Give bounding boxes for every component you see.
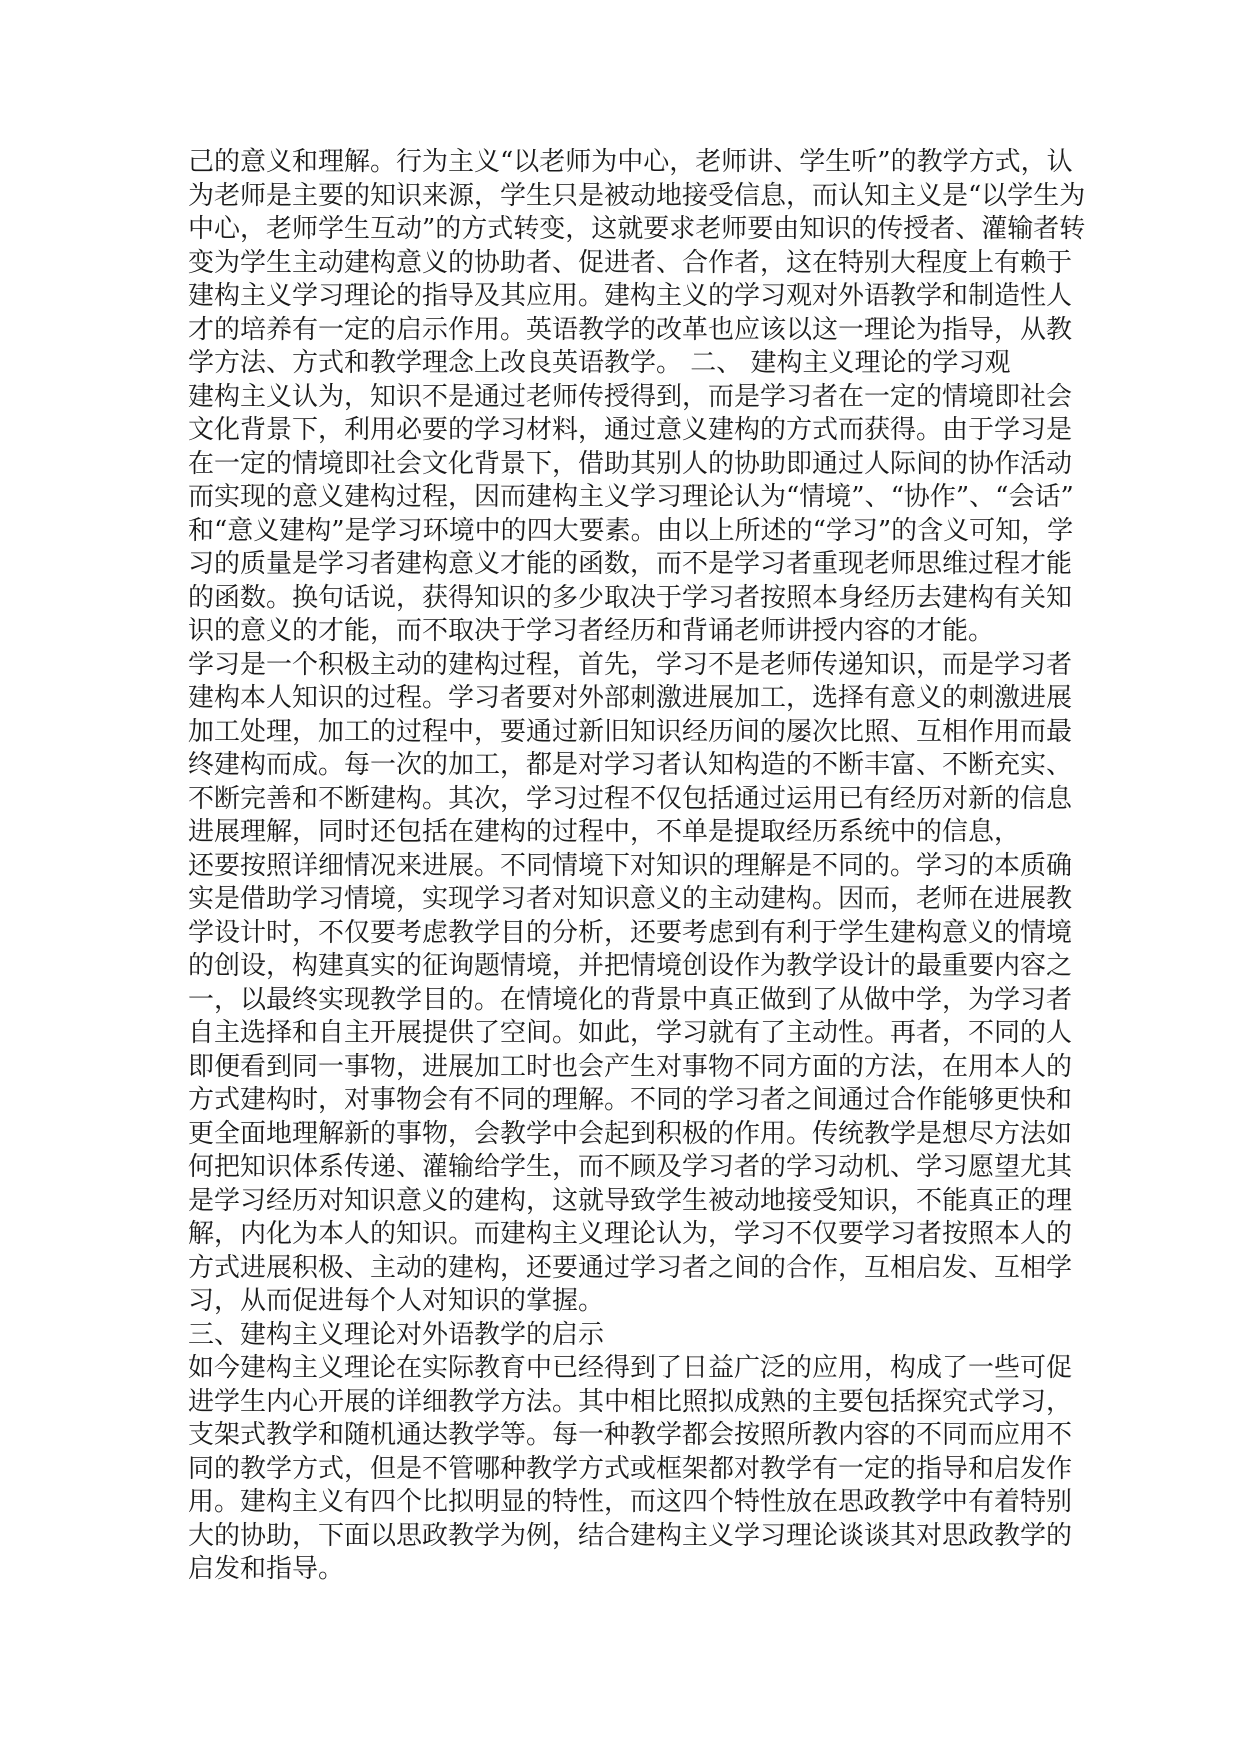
text-line: 文化背景下，利用必要的学习材料，通过意义建构的方式而获得。由于学习是 [188,415,1073,445]
text-line: 为老师是主要的知识来源，学生只是被动地接受信息，而认知主义是“以学生为 [188,180,1086,211]
text-line: 一，以最终实现教学目的。在情境化的背景中真正做到了从做中学，为学习者 [188,984,1073,1015]
text-line: 的创设，构建真实的征询题情境，并把情境创设作为教学设计的最重要内容之 [188,951,1073,981]
text-line: 同的教学方式，但是不管哪种教学方式或框架都对教学有一定的指导和启发作 [188,1453,1073,1484]
text-line: 三、建构主义理论对外语教学的启示 [188,1319,605,1350]
text-line: 启发和指导。 [188,1554,345,1584]
text-line: 进展理解，同时还包括在建构的过程中，不单是提取经历系统中的信息， [188,817,1021,847]
text-line: 方式建构时，对事物会有不同的理解。不同的学习者之间通过合作能够更快和 [188,1085,1073,1115]
text-line: 实是借助学习情境，实现学习者对知识意义的主动建构。因而，老师在进展教 [188,884,1073,914]
text-line: 在一定的情境即社会文化背景下，借助其别人的协助即通过人际间的协作活动 [188,448,1073,479]
text-line: 和“意义建构”是学习环境中的四大要素。由以上所述的“学习”的含义可知，学 [188,515,1074,546]
text-line: 的函数。换句话说，获得知识的多少取决于学习者按照本身经历去建构有关知 [188,582,1073,613]
text-line: 建构本人知识的过程。学习者要对外部刺激进展加工，选择有意义的刺激进展 [188,683,1073,713]
text-line: 习的质量是学习者建构意义才能的函数，而不是学习者重现老师思维过程才能 [188,549,1073,579]
text-line: 建构主义认为，知识不是通过老师传授得到，而是学习者在一定的情境即社会 [188,381,1073,412]
text-line: 解，内化为本人的知识。而建构主义理论认为，学习不仅要学习者按照本人的 [188,1219,1073,1249]
text-line: 建构主义学习理论的指导及其应用。建构主义的学习观对外语教学和制造性人 [188,281,1073,311]
text-line: 学方法、方式和教学理念上改良英语教学。 二、 建构主义理论的学习观 [188,348,1011,378]
text-line: 支架式教学和随机通达教学等。每一种教学都会按照所教内容的不同而应用不 [188,1420,1073,1450]
text-line: 即便看到同一事物，进展加工时也会产生对事物不同方面的方法，在用本人的 [188,1051,1073,1082]
text-line: 进学生内心开展的详细教学方法。其中相比照拟成熟的主要包括探究式学习， [188,1386,1073,1417]
text-line: 大的协助，下面以思政教学为例，结合建构主义学习理论谈谈其对思政教学的 [188,1520,1073,1551]
text-line: 何把知识体系传递、灌输给学生，而不顾及学习者的学习动机、学习愿望尤其 [188,1152,1073,1182]
text-line: 不断完善和不断建构。其次，学习过程不仅包括通过运用已有经历对新的信息 [188,783,1073,814]
text-line: 学习是一个积极主动的建构过程，首先，学习不是老师传递知识，而是学习者 [188,649,1073,680]
text-line: 方式进展积极、主动的建构，还要通过学习者之间的合作，互相启发、互相学 [188,1252,1073,1283]
text-line: 自主选择和自主开展提供了空间。如此，学习就有了主动性。再者，不同的人 [188,1018,1073,1048]
text-line: 习，从而促进每个人对知识的掌握。 [188,1286,605,1316]
text-line: 识的意义的才能，而不取决于学习者经历和背诵老师讲授内容的才能。 [188,616,995,646]
document-body [188,146,1086,1587]
text-line: 变为学生主动建构意义的协助者、促进者、合作者，这在特别大程度上有赖于 [188,247,1073,278]
text-line: 己的意义和理解。行为主义“以老师为中心，老师讲、学生听”的教学方式，认 [188,147,1073,177]
text-line: 更全面地理解新的事物，会教学中会起到积极的作用。传统教学是想尽方法如 [188,1118,1073,1149]
text-line: 用。建构主义有四个比拟明显的特性，而这四个特性放在思政教学中有着特别 [188,1487,1073,1517]
text-line: 才的培养有一定的启示作用。英语教学的改革也应该以这一理论为指导，从教 [188,314,1073,345]
text-line: 是学习经历对知识意义的建构，这就导致学生被动地接受知识，不能真正的理 [188,1185,1073,1216]
text-line: 学设计时，不仅要考虑教学目的分析，还要考虑到有利于学生建构意义的情境 [188,917,1073,948]
text-line: 还要按照详细情况来进展。不同情境下对知识的理解是不同的。学习的本质确 [188,850,1073,881]
text-line: 而实现的意义建构过程，因而建构主义学习理论认为“情境”、“协作”、“会话” [188,482,1074,512]
text-line: 终建构而成。每一次的加工，都是对学习者认知构造的不断丰富、不断充实、 [188,750,1073,780]
text-line: 中心，老师学生互动”的方式转变，这就要求老师要由知识的传授者、灌输者转 [188,214,1086,244]
text-line: 加工处理，加工的过程中，要通过新旧知识经历间的屡次比照、互相作用而最 [188,716,1073,747]
text-line: 如今建构主义理论在实际教育中已经得到了日益广泛的应用，构成了一些可促 [188,1353,1073,1383]
